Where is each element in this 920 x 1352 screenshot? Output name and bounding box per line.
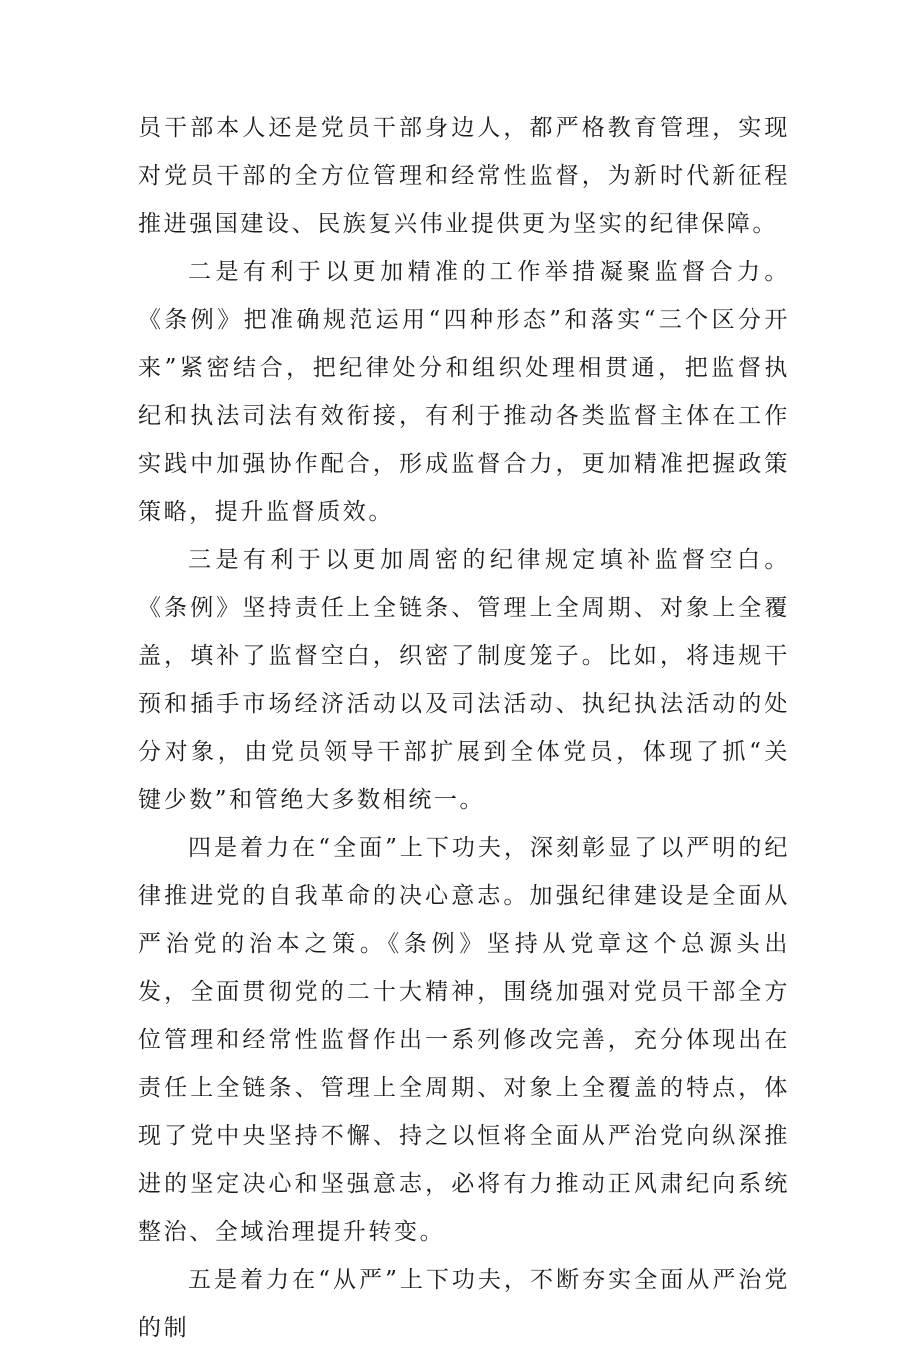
paragraph-point-two: 二是有利于以更加精准的工作举措凝聚监督合力。《条例》把准确规范运用“四种形态”和落实“三个区分开来”紧密结合，把纪律处分和组织处理相贯通，把监督执纪和执法司法有效衔接，有利于推动各类监督主体在工作实践中加强协作配合，形成监督合力，更加精准把握政策策略，提升监督质效。 [138, 259, 790, 525]
paragraph-point-five: 五是着力在“从严”上下功夫，不断夯实全面从严治党的制 [138, 1267, 790, 1341]
document-body [138, 104, 790, 1352]
paragraph-continuation: 员干部本人还是党员干部身边人，都严格教育管理，实现对党员干部的全方位管理和经常性监督，为新时代新征程推进强国建设、民族复兴伟业提供更为坚实的纪律保障。 [138, 115, 790, 237]
paragraph-point-three: 三是有利于以更加周密的纪律规定填补监督空白。《条例》坚持责任上全链条、管理上全周期、对象上全覆盖，填补了监督空白，织密了制度笼子。比如，将违规干预和插手市场经济活动以及司法活动、执纪执法活动的处分对象，由党员领导干部扩展到全体党员，体现了抓“关键少数”和管绝大多数相统一。 [138, 547, 790, 813]
paragraph-point-four: 四是着力在“全面”上下功夫，深刻彰显了以严明的纪律推进党的自我革命的决心意志。加强纪律建设是全面从严治党的治本之策。《条例》坚持从党章这个总源头出发，全面贯彻党的二十大精神，围绕加强对党员干部全方位管理和经常性监督作出一系列修改完善，充分体现出在责任上全链条、管理上全周期、对象上全覆盖的特点，体现了党中央坚持不懈、持之以恒将全面从严治党向纵深推进的坚定决心和坚强意志，必将有力推动正风肃纪向系统整治、全域治理提升转变。 [138, 835, 790, 1245]
